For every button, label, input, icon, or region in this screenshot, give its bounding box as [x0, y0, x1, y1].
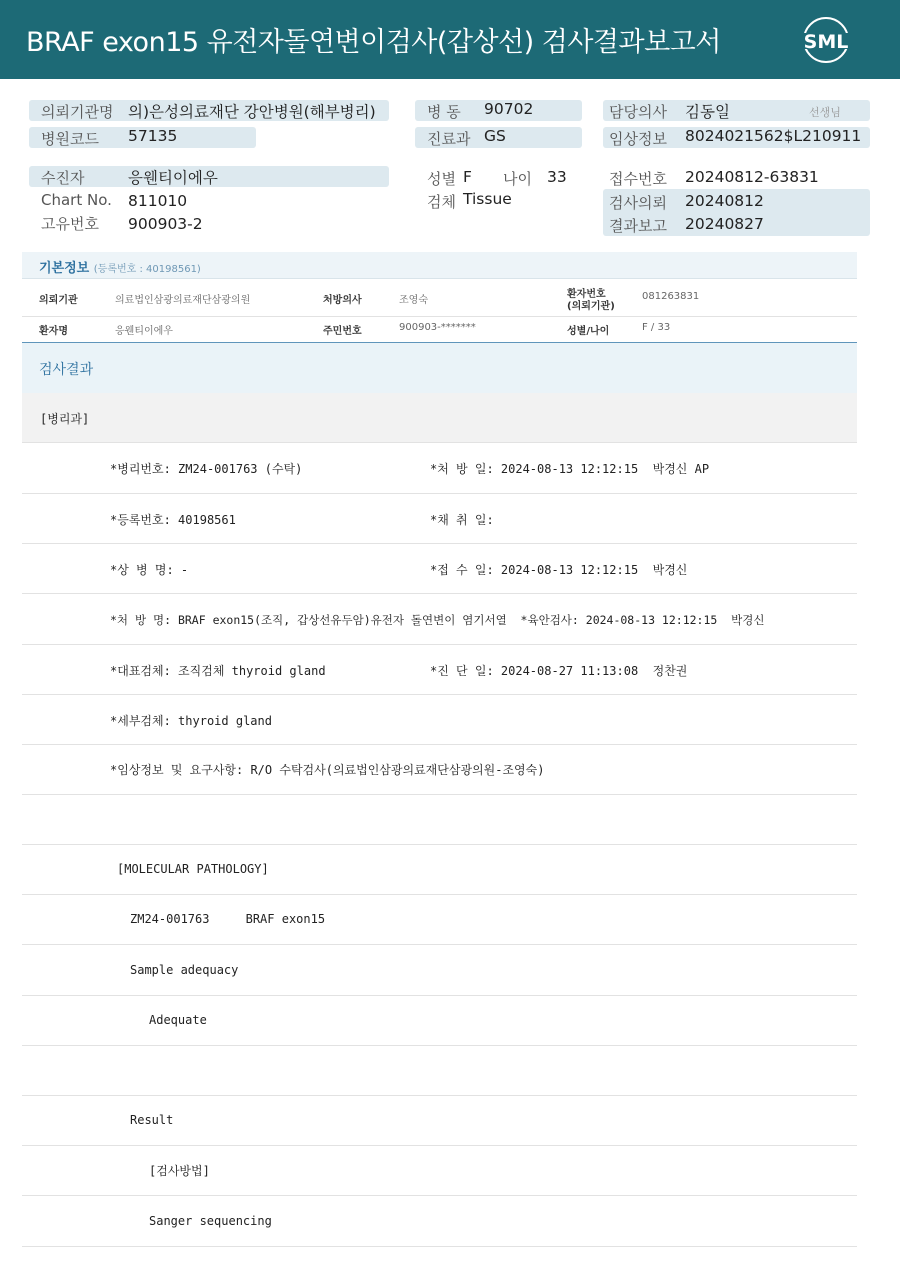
path-no-text: *병리번호: ZM24-001763 (수탁) [110, 462, 303, 476]
sub-specimen-text: *세부검체: thyroid gland [110, 714, 272, 728]
adequacy-text: Sample adequacy [130, 963, 239, 977]
reg-no-text: *등록번호: 40198561 [110, 513, 236, 527]
sanger-text: Sanger sequencing [149, 1214, 272, 1228]
disease-text: *상 병 명: - [110, 563, 189, 577]
method-text: [검사방법] [149, 1164, 210, 1178]
uid-value: 900903-2 [128, 215, 203, 233]
collect-date-text: *채 취 일: [430, 513, 494, 527]
basic-rrn-label: 주민번호 [323, 326, 362, 337]
result-row-dept [22, 393, 857, 443]
result-row-blank-1 [22, 795, 857, 845]
result-row-adequate [22, 996, 857, 1046]
reported-label: 결과보고 [609, 217, 667, 235]
diag-date-text: *진 단 일: 2024-08-27 11:13:08 정찬권 [430, 664, 688, 678]
dept-text: [병리과] [40, 412, 90, 426]
presc-date-text: *처 방 일: 2024-08-13 12:12:15 박경신 AP [430, 462, 710, 476]
chart-value: 811010 [128, 192, 188, 210]
result-row-case [22, 895, 857, 945]
result-row-1 [22, 444, 857, 494]
requested-value: 20240812 [685, 192, 764, 210]
basic-inst-value: 의료법인삼광의료재단삼광의원 [115, 295, 251, 306]
hosp-code-value: 57135 [128, 127, 178, 145]
mol-path-text: [MOLECULAR PATHOLOGY] [117, 862, 269, 876]
dept-value: GS [484, 127, 506, 145]
basic-pid-label-2: (의뢰기관) [567, 301, 615, 312]
doctor-value: 김동일 [685, 103, 730, 121]
sex-value: F [463, 168, 472, 186]
results-header [22, 342, 857, 393]
age-value: 33 [547, 168, 567, 186]
result-row-method [22, 1146, 857, 1196]
basic-inst-label: 의뢰기관 [39, 295, 78, 306]
basic-reg-no: (등록번호 : 40198561) [93, 264, 201, 275]
patient-label: 수진자 [41, 169, 85, 187]
rep-specimen-text: *대표검체: 조직검체 thyroid gland [110, 664, 326, 678]
age-label: 나이 [503, 170, 532, 188]
basic-pid-value: 081263831 [642, 291, 700, 302]
result-row-6 [22, 695, 857, 745]
basic-sexage-value: F / 33 [642, 322, 671, 333]
result-text: Result [130, 1113, 174, 1127]
req-inst-value: 의)은성의료재단 강안병원(해부병리) [128, 103, 376, 121]
uid-label: 고유번호 [41, 215, 99, 233]
receipt-date-text: *접 수 일: 2024-08-13 12:12:15 박경신 [430, 563, 688, 577]
adequate-text: Adequate [149, 1013, 207, 1027]
results-title: 검사결과 [39, 362, 94, 378]
basic-presc-doctor-label: 처방의사 [323, 295, 362, 306]
doctor-label: 담당의사 [609, 103, 667, 121]
basic-info-header [22, 252, 857, 279]
clinical-label: 임상정보 [609, 130, 667, 148]
chart-label: Chart No. [41, 191, 112, 209]
basic-presc-doctor-value: 조영숙 [399, 295, 428, 306]
basic-info-title: 기본정보 (등록번호 : 40198561) [39, 261, 201, 276]
clinical-value: 8024021562$L210911 [685, 127, 862, 145]
report-header [0, 0, 900, 79]
basic-row-2 [22, 317, 857, 342]
req-inst-label: 의뢰기관명 [41, 103, 114, 121]
result-row-mol [22, 845, 857, 895]
basic-pid-label-1: 환자번호 [567, 289, 606, 300]
ward-label: 병 동 [427, 103, 461, 121]
patient-value: 응웬티이에우 [128, 169, 218, 187]
result-row-blank-2 [22, 1046, 857, 1096]
result-row-7 [22, 745, 857, 795]
case-line-text: ZM24-001763 BRAF exon15 [130, 912, 326, 926]
result-row-2 [22, 494, 857, 544]
sex-label: 성별 [427, 170, 456, 188]
receipt-label: 접수번호 [609, 170, 667, 188]
result-row-4 [22, 595, 857, 645]
report-title: BRAF exon15 유전자돌연변이검사(갑상선) 검사결과보고서 [26, 27, 721, 58]
hosp-code-label: 병원코드 [41, 130, 99, 148]
basic-rrn-value: 900903-******* [399, 322, 476, 333]
basic-name-value: 응웬티이에우 [115, 326, 173, 337]
basic-row-1 [22, 279, 857, 317]
dept-label: 진료과 [427, 130, 471, 148]
result-row-sanger [22, 1197, 857, 1247]
requested-label: 검사의뢰 [609, 194, 667, 212]
receipt-value: 20240812-63831 [685, 168, 819, 186]
presc-name-text: *처 방 명: BRAF exon15(조직, 갑상선유두암)유전자 돌연변이 염기서열 *육안검사: 2024-08-13 12:12:15 박경신 [110, 613, 765, 627]
sml-logo [800, 15, 852, 65]
basic-sexage-label: 성별/나이 [567, 326, 610, 337]
specimen-value: Tissue [463, 190, 512, 208]
logo-text: SML [803, 31, 849, 53]
basic-name-label: 환자명 [39, 326, 68, 337]
reported-value: 20240827 [685, 215, 764, 233]
doctor-suffix: 선생님 [809, 106, 841, 119]
result-row-3 [22, 544, 857, 594]
ward-value: 90702 [484, 100, 534, 118]
result-row-5 [22, 645, 857, 695]
result-row-result [22, 1096, 857, 1146]
result-row-adequacy [22, 946, 857, 996]
clinical-req-text: *임상정보 및 요구사항: R/O 수탁검사(의료법인삼광의료재단삼광의원-조영숙) [110, 763, 545, 777]
specimen-label: 검체 [427, 193, 456, 211]
